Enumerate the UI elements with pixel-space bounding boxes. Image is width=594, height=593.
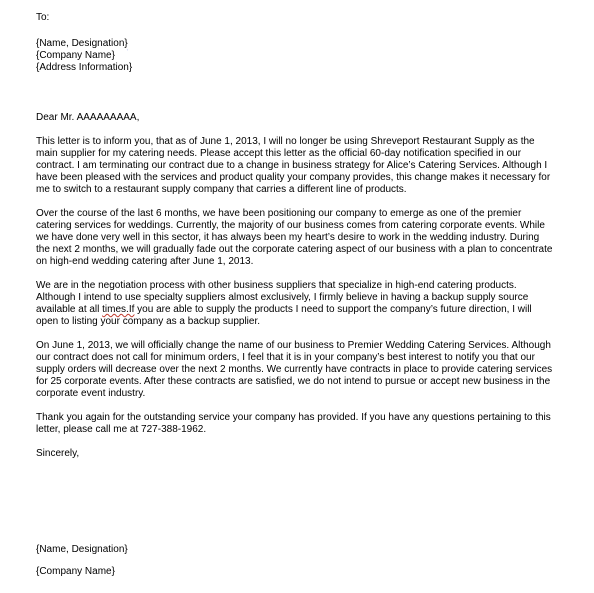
paragraph-line: have been pleased with the services and product quality your company provides, this change makes it necessary for bbox=[36, 172, 551, 183]
spelling-error-mark: times.If bbox=[102, 304, 135, 315]
recipient-address: {Address Information} bbox=[36, 62, 133, 73]
paragraph-line: open to listing your company as a backup supplier. bbox=[36, 316, 261, 327]
signature-name-designation: {Name, Designation} bbox=[36, 544, 128, 555]
recipient-name-designation bbox=[36, 38, 566, 50]
paragraph-2 bbox=[36, 208, 566, 268]
paragraph-line-segment: available at all bbox=[36, 304, 103, 315]
paragraph-line: for 25 corporate events. After these contracts are satisfied, we do not intend to pursue or accept new business in the bbox=[36, 376, 551, 387]
paragraph-line: Thank you again for the outstanding service your company has provided. If you have any questions pertaining to this bbox=[36, 412, 551, 423]
paragraph-line: we have done very well in this sector, it has always been my heart’s desire to work in the wedding industry. During bbox=[36, 232, 540, 243]
recipient-name-designation-text: {Name, Designation bbox=[36, 38, 125, 49]
paragraph-line: me to switch to a restaurant supply company that carries a different line of products. bbox=[36, 184, 407, 195]
paragraph-line: the next 2 months, we will gradually fade out the corporate catering aspect of our business with a plan to concentrate bbox=[36, 244, 553, 255]
paragraph-1 bbox=[36, 136, 566, 196]
recipient-name-designation-brace: } bbox=[124, 38, 128, 49]
signature-company: {Company Name} bbox=[36, 566, 115, 577]
paragraph-line: supply orders will decrease over the next 2 months. We currently have contracts in place to provide catering services bbox=[36, 364, 553, 375]
paragraph-4 bbox=[36, 340, 566, 400]
paragraph-line bbox=[36, 304, 566, 316]
recipient-company: {Company Name} bbox=[36, 50, 115, 61]
to-label: To: bbox=[36, 12, 50, 23]
paragraph-line: letter, please call me at 727-388-1962. bbox=[36, 424, 207, 435]
paragraph-line: corporate event industry. bbox=[36, 388, 146, 399]
paragraph-line: on high-end wedding catering after June 1, 2013. bbox=[36, 256, 254, 267]
paragraph-line: Over the course of the last 6 months, we have been positioning our company to emerge as one of the premier bbox=[36, 208, 522, 219]
paragraph-3 bbox=[36, 280, 566, 328]
closing: Sincerely, bbox=[36, 448, 80, 459]
recipient-address-block bbox=[36, 38, 566, 74]
paragraph-line-segment: you are able to supply the products I need to support the company’s future direction, I will bbox=[134, 304, 532, 315]
paragraph-line: This letter is to inform you, that as of June 1, 2013, I will no longer be using Shreveport Restaurant Supply as the bbox=[36, 136, 535, 147]
paragraph-5 bbox=[36, 412, 566, 436]
paragraph-line: contract. I am terminating our contract due to a change in business strategy for Alice’s Catering Services. Although I bbox=[36, 160, 548, 171]
paragraph-line: our contract does not call for minimum orders, I feel that it is in your company’s best interest to notify you that our bbox=[36, 352, 535, 363]
paragraph-line: On June 1, 2013, we will officially change the name of our business to Premier Wedding Catering Services. Although bbox=[36, 340, 551, 351]
paragraph-line: catering services for weddings. Currently, the majority of our business comes from catering corporate events. While bbox=[36, 220, 545, 231]
salutation: Dear Mr. AAAAAAAAA, bbox=[36, 112, 140, 123]
paragraph-line: main supplier for my catering needs. Please accept this letter as the official 60-day notification specified in our bbox=[36, 148, 522, 159]
paragraph-line: Although I intend to use specialty suppliers almost exclusively, I firmly believe in having a backup supply source bbox=[36, 292, 529, 303]
paragraph-line: We are in the negotiation process with other business suppliers that specialize in high-end catering products. bbox=[36, 280, 517, 291]
signature-block bbox=[36, 544, 566, 578]
